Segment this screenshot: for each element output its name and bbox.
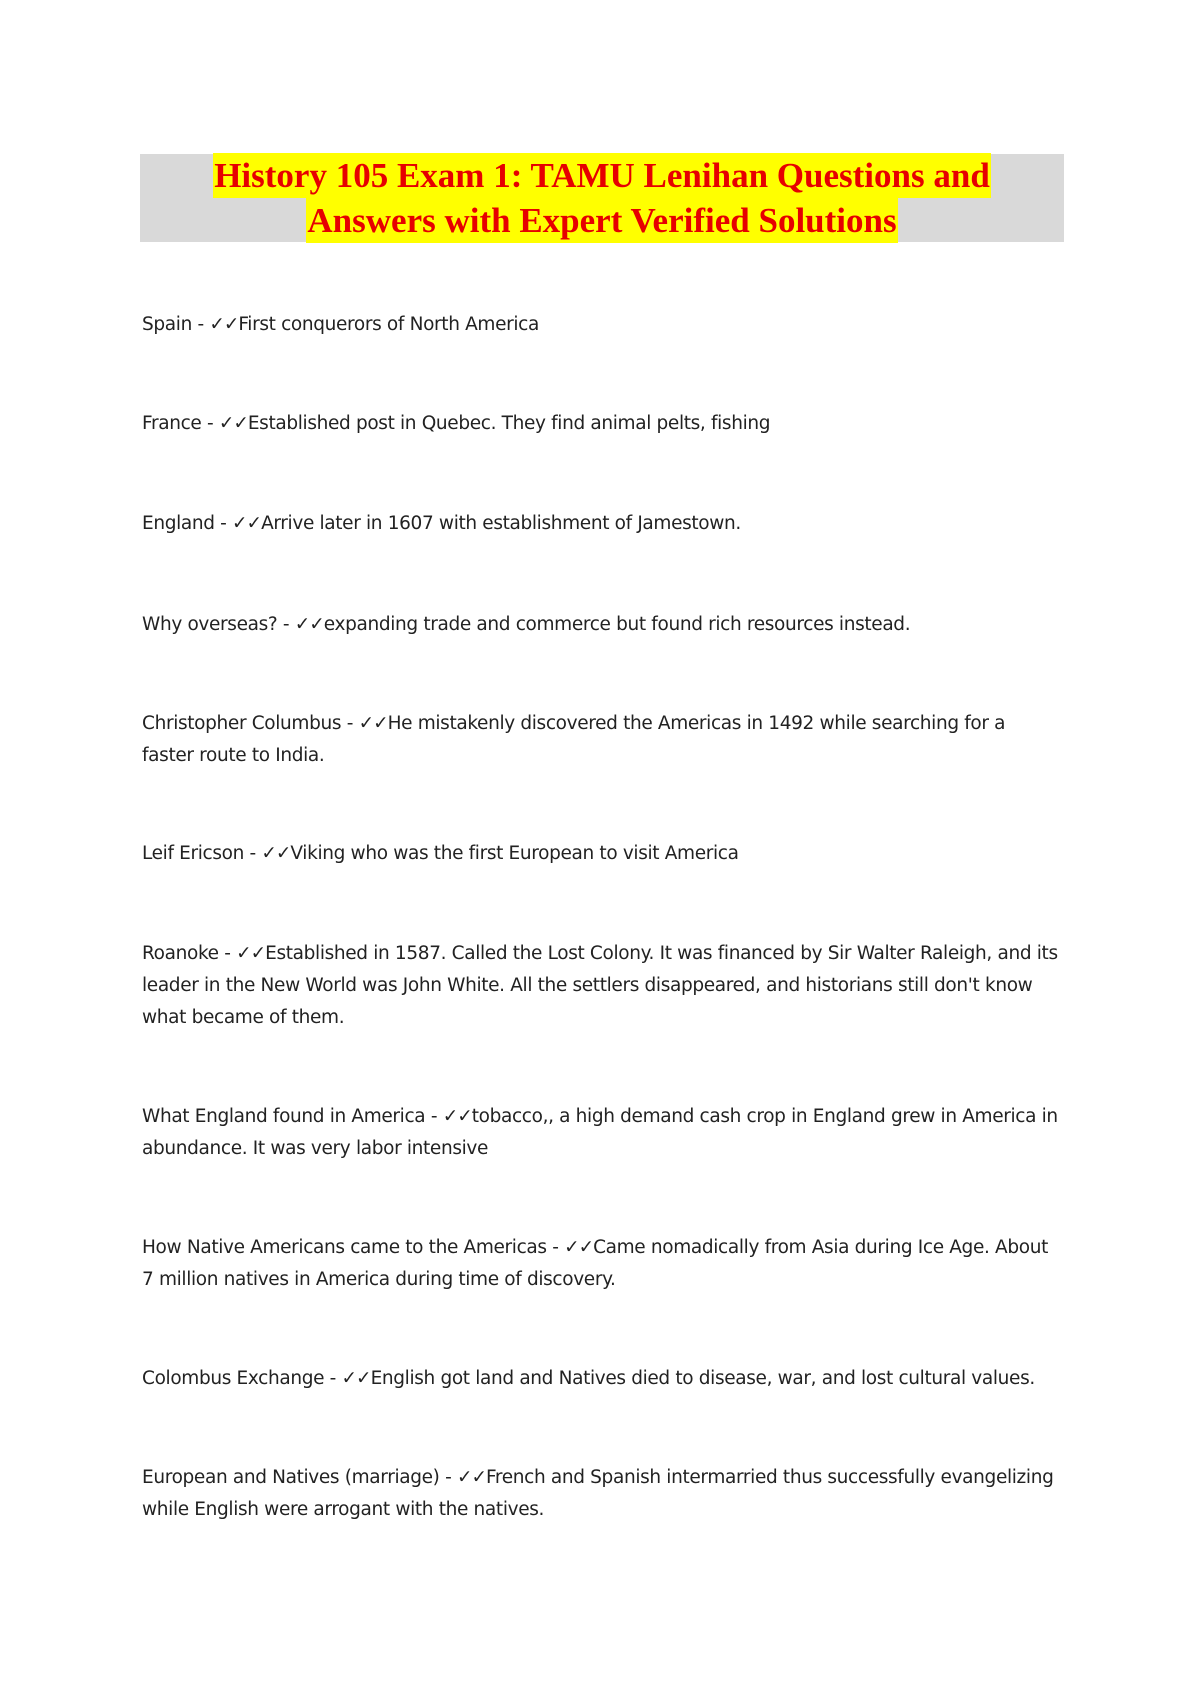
qa-answer: Established in 1587. Called the Lost Colony. It was financed by Sir Walter Raleigh, and its leader in the New World was John White. All the settlers disappeared, and historians still don't know what became of them. (142, 943, 1058, 1028)
check-mark-icon: ✓✓ (442, 1106, 472, 1127)
check-mark-icon: ✓✓ (232, 513, 262, 534)
check-mark-icon: ✓✓ (218, 413, 248, 434)
qa-answer: He mistakenly discovered the Americas in 1492 while searching for a faster route to India. (142, 713, 1006, 766)
qa-item-france (142, 408, 1062, 440)
qa-term: England - (142, 513, 232, 534)
qa-answer: Viking who was the first European to visit America (290, 843, 739, 864)
qa-item-why-overseas (142, 609, 1062, 641)
title-banner (140, 154, 1064, 242)
qa-term: How Native Americans came to the Americas - (142, 1237, 564, 1258)
check-mark-icon: ✓✓ (564, 1237, 594, 1258)
qa-term: France - (142, 413, 219, 434)
qa-item-european-natives (142, 1462, 1062, 1526)
qa-term: Colombus Exchange - (142, 1368, 342, 1389)
check-mark-icon: ✓✓ (209, 314, 239, 335)
qa-item-colombus-exchange (142, 1363, 1062, 1395)
check-mark-icon: ✓✓ (358, 713, 388, 734)
qa-term: What England found in America - (142, 1106, 443, 1127)
qa-item-roanoke (142, 938, 1062, 1034)
qa-term: Leif Ericson - (142, 843, 261, 864)
qa-term: Spain - (142, 314, 209, 335)
qa-term: Why overseas? - (142, 614, 295, 635)
check-mark-icon: ✓✓ (294, 614, 324, 635)
qa-item-christopher-columbus (142, 708, 1062, 772)
qa-item-native-americans (142, 1232, 1062, 1296)
check-mark-icon: ✓✓ (261, 843, 291, 864)
qa-answer: tobacco,, a high demand cash crop in England grew in America in abundance. It was very labor intensive (142, 1106, 1058, 1159)
qa-answer: Arrive later in 1607 with establishment of Jamestown. (261, 513, 741, 534)
qa-term: European and Natives (marriage) - (142, 1467, 457, 1488)
check-mark-icon: ✓✓ (236, 943, 266, 964)
qa-answer: Established post in Quebec. They find animal pelts, fishing (247, 413, 771, 434)
qa-item-england-found (142, 1101, 1062, 1165)
qa-term: Roanoke - (142, 943, 236, 964)
document-title-line-2: Answers with Expert Verified Solutions (306, 198, 897, 243)
qa-answer: Came nomadically from Asia during Ice Age. About 7 million natives in America during time of discovery. (142, 1237, 1048, 1290)
check-mark-icon: ✓✓ (341, 1368, 371, 1389)
qa-item-england (142, 508, 1062, 540)
qa-answer: expanding trade and commerce but found rich resources instead. (323, 614, 911, 635)
qa-item-spain (142, 309, 1062, 341)
qa-answer: English got land and Natives died to disease, war, and lost cultural values. (370, 1368, 1035, 1389)
document-title-line-1: History 105 Exam 1: TAMU Lenihan Questions and (213, 153, 991, 198)
check-mark-icon: ✓✓ (456, 1467, 486, 1488)
qa-item-leif-ericson (142, 838, 1062, 870)
qa-answer: First conquerors of North America (238, 314, 539, 335)
qa-term: Christopher Columbus - (142, 713, 359, 734)
qa-answer: French and Spanish intermarried thus successfully evangelizing while English were arrogant with the natives. (142, 1467, 1054, 1520)
